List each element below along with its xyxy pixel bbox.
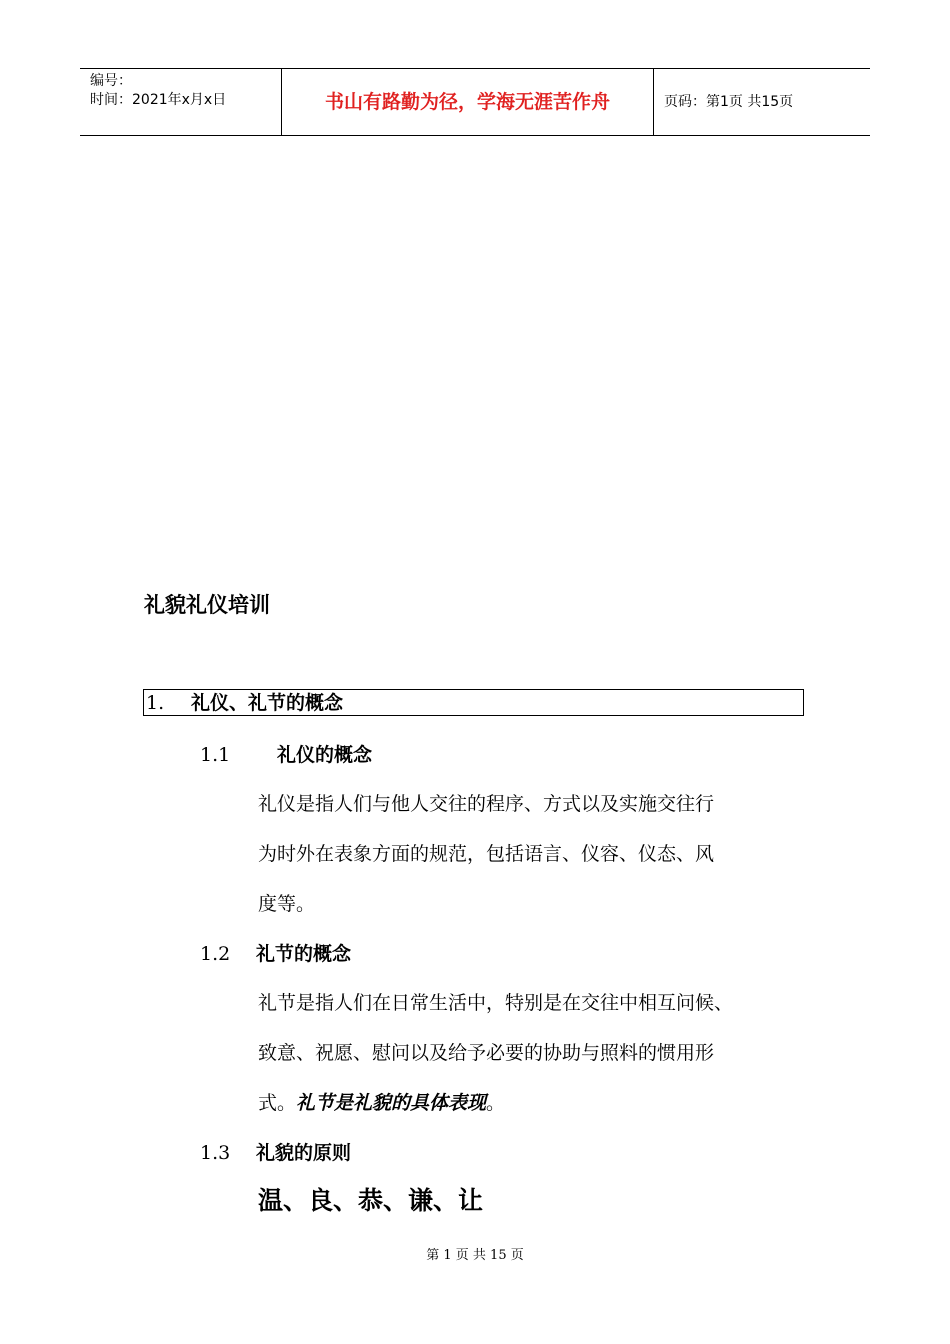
- document-title: 礼貌礼仪培训: [144, 593, 270, 617]
- subsection-number: 1.3: [200, 1142, 231, 1164]
- header-page-info: 页码：第1页 共15页: [664, 94, 794, 110]
- plain-text-end: 。: [486, 1092, 506, 1114]
- principles-text: 温、良、恭、谦、让: [258, 1186, 484, 1215]
- code-label: 编号：: [90, 73, 132, 89]
- time-label: 时间：2021年x月x日: [90, 92, 227, 108]
- paragraph-1-1: [258, 779, 714, 929]
- section-title: 礼仪、礼节的概念: [191, 692, 344, 714]
- header-motto: 书山有路勤为径，学海无涯苦作舟: [281, 69, 654, 135]
- emphasis-text: 礼节是礼貌的具体表现: [296, 1092, 487, 1114]
- paragraph-line-last: [258, 1078, 733, 1128]
- subsection-number: 1.2: [200, 943, 231, 965]
- subsection-title: 礼节的概念: [256, 943, 352, 965]
- subsection-heading-1-1: [200, 740, 372, 770]
- page-footer: 第 1 页 共 15 页: [426, 1248, 524, 1263]
- header-meta-cell: [80, 69, 281, 135]
- plain-text: 式。: [258, 1092, 297, 1114]
- section-heading-1: [143, 689, 804, 716]
- paragraph-line: 致意、祝愿、慰问以及给予必要的协助与照料的惯用形: [258, 1042, 715, 1064]
- paragraph-line: 度等。: [258, 893, 316, 915]
- paragraph-1-2: [258, 978, 733, 1128]
- section-number: 1.: [146, 692, 165, 714]
- subsection-number: 1.1: [200, 744, 231, 766]
- subsection-title: 礼仪的概念: [277, 744, 373, 766]
- subsection-heading-1-3: [200, 1138, 351, 1168]
- subsection-title: 礼貌的原则: [256, 1142, 352, 1164]
- paragraph-line: 礼仪是指人们与他人交往的程序、方式以及实施交往行: [258, 793, 715, 815]
- paragraph-line: 为时外在表象方面的规范，包括语言、仪容、仪态、风: [258, 843, 715, 865]
- page-header: [80, 68, 870, 136]
- subsection-heading-1-2: [200, 939, 351, 969]
- paragraph-line: 礼节是指人们在日常生活中，特别是在交往中相互问候、: [258, 992, 734, 1014]
